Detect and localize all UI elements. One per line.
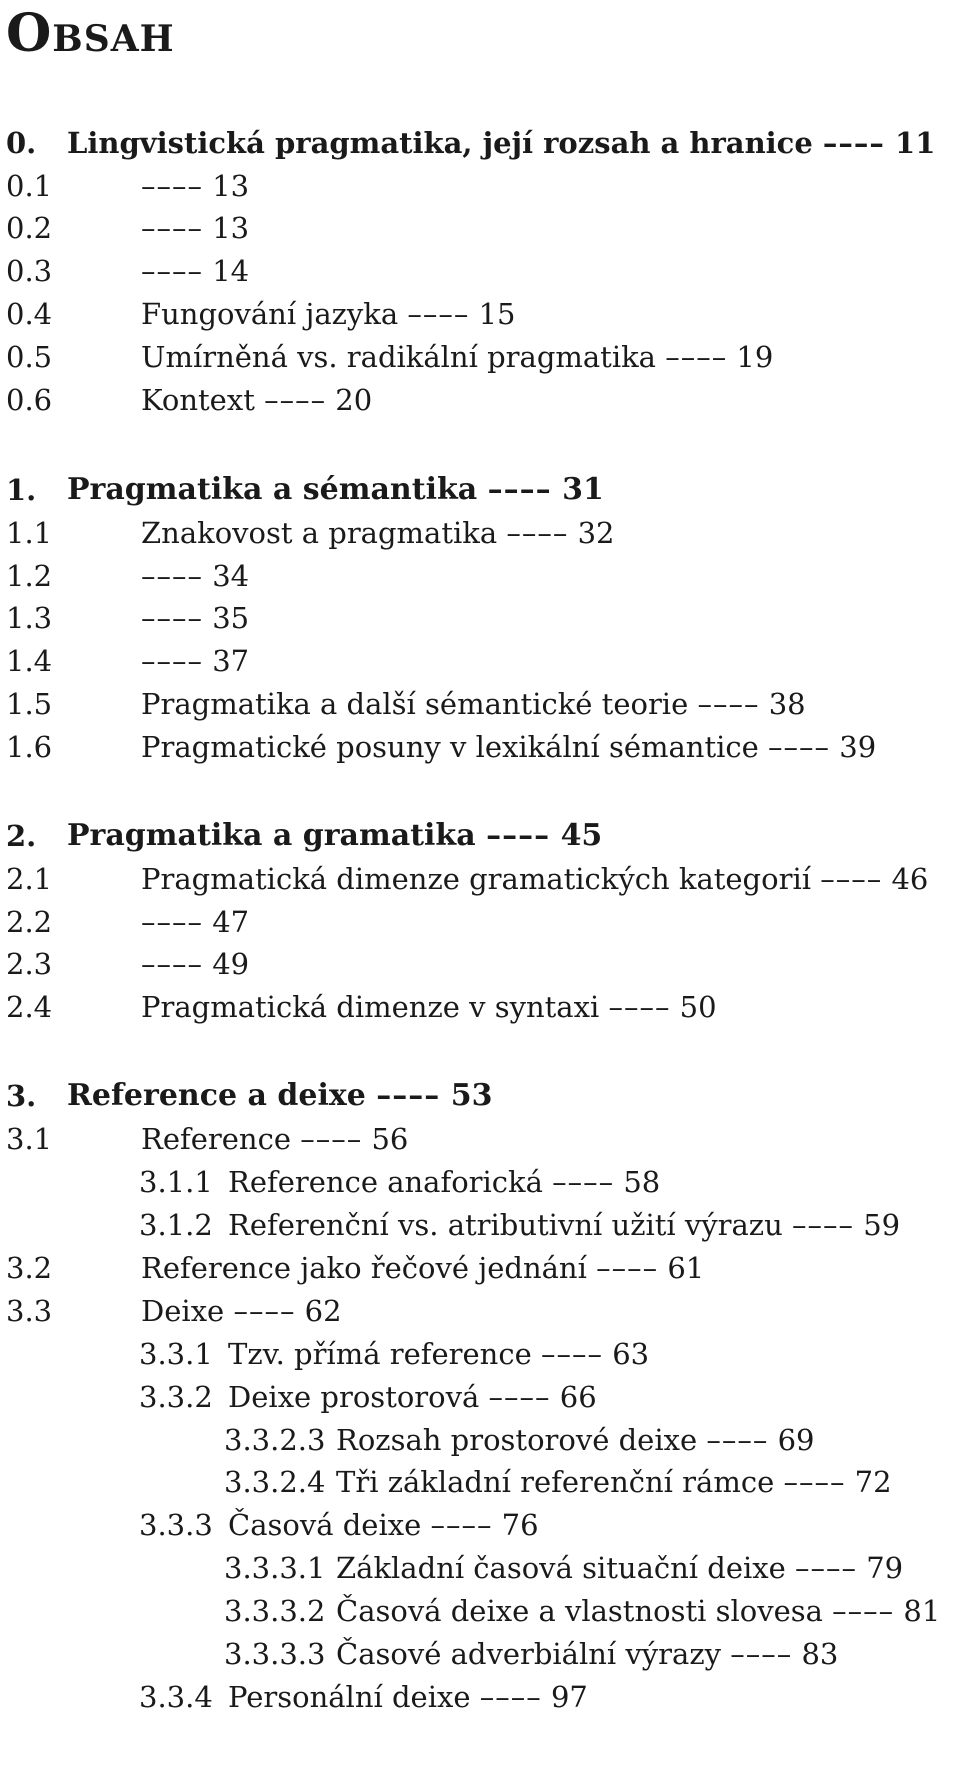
toc-page-number: 62 — [304, 1294, 342, 1328]
toc-entry[interactable] — [0, 1418, 950, 1462]
toc-entry[interactable] — [0, 1460, 950, 1504]
toc-leader: –––– — [486, 818, 551, 853]
toc-page-number: 20 — [335, 383, 373, 417]
toc-entry-title: Referenční vs. atributivní užití výrazu — [228, 1208, 783, 1242]
toc-entry-number: 2.3 — [6, 947, 53, 981]
toc-page-number: 13 — [212, 211, 250, 245]
toc-entry-number: 3.3.1 — [139, 1337, 213, 1371]
toc-page-number: 50 — [679, 990, 717, 1024]
toc-leader: –––– — [506, 516, 569, 550]
toc-leader: –––– — [479, 1680, 542, 1714]
toc-entry-title: Deixe — [141, 1294, 225, 1328]
toc-entry[interactable] — [0, 942, 950, 986]
toc-entry[interactable] — [0, 1246, 950, 1290]
toc-leader: –––– — [783, 1465, 846, 1499]
toc-leader: –––– — [596, 1251, 659, 1285]
toc-entry-number: 3.3.3 — [139, 1508, 213, 1542]
toc-entry-title: Fungování jazyka — [141, 297, 399, 331]
toc-entry-title: Časová deixe — [228, 1508, 422, 1542]
toc-leader: –––– — [552, 1165, 615, 1199]
toc-entry-number: 2.1 — [6, 862, 53, 896]
toc-entry-title: Deixe prostorová — [228, 1380, 480, 1414]
toc-entry[interactable] — [0, 900, 950, 944]
toc-entry[interactable] — [0, 596, 950, 640]
toc-leader: –––– — [141, 254, 203, 288]
toc-entry[interactable] — [0, 249, 950, 293]
toc-page-number: 31 — [562, 472, 604, 507]
toc-page-number: 34 — [212, 559, 250, 593]
toc-page-number: 66 — [559, 1380, 597, 1414]
toc-leader: –––– — [792, 1208, 854, 1242]
toc-entry-number: 3.3.3.1 — [224, 1551, 326, 1585]
toc-page-number: 11 — [895, 126, 936, 160]
toc-entry-number: 3.1 — [6, 1122, 53, 1156]
toc-page-number: 14 — [212, 254, 250, 288]
toc-entry[interactable] — [0, 1332, 950, 1376]
toc-leader: –––– — [141, 601, 203, 635]
toc-leader: –––– — [665, 340, 728, 374]
toc-entry-number: 3. — [6, 1079, 37, 1113]
toc-entry-title: Umírněná vs. radikální pragmatika — [141, 340, 656, 374]
toc-entry-number: 1.4 — [6, 644, 53, 678]
toc-entry-title: Reference jako řečové jednání — [141, 1251, 587, 1285]
toc-leader: –––– — [730, 1637, 793, 1671]
toc-entry-title: Časová deixe a vlastnosti slovesa — [336, 1594, 823, 1628]
toc-leader: –––– — [407, 297, 470, 331]
toc-page-number: 13 — [212, 169, 250, 203]
toc-entry-number: 1.3 — [6, 601, 53, 635]
toc-page-number: 37 — [212, 644, 250, 678]
toc-entry[interactable] — [0, 1589, 950, 1633]
toc-entry[interactable] — [0, 335, 950, 379]
toc-entry-number: 1.1 — [6, 516, 53, 550]
toc-page-number: 61 — [667, 1251, 705, 1285]
toc-leader: –––– — [141, 644, 203, 678]
toc-entry[interactable] — [0, 511, 950, 555]
toc-entry-number: 3.3.3.2 — [224, 1594, 326, 1628]
toc-entry-number: 3.3.2.4 — [224, 1465, 326, 1499]
toc-entry[interactable] — [0, 164, 950, 208]
toc-entry-number: 0.5 — [6, 340, 53, 374]
toc-entry-title: Kontext — [141, 383, 255, 417]
toc-page-number: 19 — [736, 340, 774, 374]
toc-entry-number: 0. — [6, 126, 37, 160]
toc-entry-number: 3.1.2 — [139, 1208, 213, 1242]
toc-entry-number: 3.1.1 — [139, 1165, 213, 1199]
toc-leader: –––– — [832, 1594, 895, 1628]
toc-page-number: 49 — [212, 947, 250, 981]
toc-entry[interactable] — [0, 1117, 950, 1161]
toc-entry-number: 0.6 — [6, 383, 53, 417]
toc-entry-number: 0.4 — [6, 297, 53, 331]
toc-entry[interactable] — [0, 1503, 950, 1547]
toc-entry[interactable] — [0, 857, 950, 901]
toc-leader: –––– — [820, 862, 883, 896]
toc-page-number: 72 — [854, 1465, 892, 1499]
toc-leader: –––– — [233, 1294, 296, 1328]
toc-leader: –––– — [822, 126, 885, 160]
toc-page-number: 39 — [839, 730, 877, 764]
toc-entry-number: 1.2 — [6, 559, 53, 593]
toc-page-number: 35 — [212, 601, 250, 635]
toc-entry-title: Rozsah prostorové deixe — [336, 1423, 698, 1457]
toc-page-number: 63 — [612, 1337, 650, 1371]
toc-entry[interactable] — [0, 1632, 950, 1676]
toc-entry[interactable] — [0, 1160, 950, 1204]
toc-entry-number: 3.3.3.3 — [224, 1637, 326, 1671]
toc-entry-title: Pragmatika a sémantika — [67, 472, 478, 507]
toc-page-number: 69 — [777, 1423, 815, 1457]
toc-entry-number: 3.2 — [6, 1251, 53, 1285]
toc-entry-number: 3.3.4 — [139, 1680, 213, 1714]
toc-page-number: 47 — [212, 905, 250, 939]
toc-entry-title: Pragmatika a gramatika — [67, 818, 476, 853]
toc-entry[interactable] — [0, 985, 950, 1029]
toc-page-number: 58 — [623, 1165, 661, 1199]
toc-entry[interactable] — [0, 1546, 950, 1590]
toc-page-number: 15 — [478, 297, 516, 331]
toc-entry-title: Personální deixe — [228, 1680, 471, 1714]
toc-entry[interactable] — [0, 554, 950, 598]
toc-entry-title: Pragmatická dimenze gramatických kategorií — [141, 862, 811, 896]
toc-page-number: 79 — [866, 1551, 904, 1585]
toc-page-number: 53 — [450, 1078, 493, 1113]
toc-leader: –––– — [300, 1122, 363, 1156]
toc-entry-number: 0.1 — [6, 169, 53, 203]
toc-leader: –––– — [264, 383, 327, 417]
toc-entry-title: Reference — [141, 1122, 291, 1156]
toc-entry-title: Pragmatická dimenze v syntaxi — [141, 990, 600, 1024]
toc-entry-number: 0.2 — [6, 211, 53, 245]
toc-entry[interactable] — [0, 1289, 950, 1333]
toc-entry[interactable] — [0, 206, 950, 250]
toc-entry-number: 3.3.2.3 — [224, 1423, 326, 1457]
toc-entry-title: Základní časová situační deixe — [336, 1551, 786, 1585]
toc-leader: –––– — [430, 1508, 493, 1542]
toc-entry[interactable] — [0, 682, 950, 726]
toc-entry-number: 3.3 — [6, 1294, 53, 1328]
toc-entry-title: Reference anaforická — [228, 1165, 543, 1199]
toc-entry[interactable] — [0, 1675, 950, 1719]
toc-leader: –––– — [487, 472, 552, 507]
toc-page-number: 45 — [560, 818, 603, 853]
toc-leader: –––– — [795, 1551, 858, 1585]
toc-leader: –––– — [608, 990, 671, 1024]
toc-page-number: 76 — [501, 1508, 539, 1542]
page-title: Obsah — [6, 3, 175, 64]
toc-entry-title: Tři základní referenční rámce — [336, 1465, 775, 1499]
toc-leader: –––– — [706, 1423, 769, 1457]
toc-entry-number: 0.3 — [6, 254, 53, 288]
toc-chapter[interactable] — [0, 121, 950, 165]
toc-entry-number: 2. — [6, 819, 37, 853]
toc-entry[interactable] — [0, 1375, 950, 1419]
toc-entry-number: 1. — [6, 473, 37, 507]
toc-leader: –––– — [376, 1078, 441, 1113]
toc-leader: –––– — [141, 211, 203, 245]
toc-entry-title: Reference a deixe — [67, 1078, 366, 1113]
toc-leader: –––– — [768, 730, 831, 764]
toc-leader: –––– — [141, 169, 203, 203]
toc-entry-title: Tzv. přímá reference — [228, 1337, 532, 1371]
toc-page-number: 81 — [903, 1594, 941, 1628]
toc-entry[interactable] — [0, 1203, 950, 1247]
toc-page-number: 38 — [768, 687, 806, 721]
toc-page-number: 46 — [891, 862, 929, 896]
toc-leader: –––– — [488, 1380, 551, 1414]
toc-leader: –––– — [141, 947, 203, 981]
toc-entry-number: 3.3.2 — [139, 1380, 213, 1414]
toc-entry-title: Pragmatika a další sémantické teorie — [141, 687, 689, 721]
toc-chapter[interactable] — [0, 814, 950, 858]
toc-page-number: 97 — [550, 1680, 588, 1714]
toc-entry[interactable] — [0, 378, 950, 422]
toc-entry-title: Časové adverbiální výrazy — [336, 1637, 722, 1671]
toc-entry-number: 2.2 — [6, 905, 53, 939]
toc-entry[interactable] — [0, 725, 950, 769]
toc-leader: –––– — [141, 905, 203, 939]
toc-entry-number: 2.4 — [6, 990, 53, 1024]
toc-leader: –––– — [141, 559, 203, 593]
toc-entry[interactable] — [0, 639, 950, 683]
toc-leader: –––– — [697, 687, 760, 721]
toc-entry-title: Znakovost a pragmatika — [141, 516, 498, 550]
toc-entry-title: Pragmatické posuny v lexikální sémantice — [141, 730, 759, 764]
toc-entry-number: 1.5 — [6, 687, 53, 721]
toc-chapter[interactable] — [0, 468, 950, 512]
toc-page-number: 56 — [371, 1122, 409, 1156]
toc-entry-number: 1.6 — [6, 730, 53, 764]
toc-page-number: 59 — [863, 1208, 901, 1242]
toc-entry-title: Lingvistická pragmatika, její rozsah a hranice — [67, 126, 813, 160]
toc-entry[interactable] — [0, 292, 950, 336]
toc-page-number: 83 — [801, 1637, 839, 1671]
toc-chapter[interactable] — [0, 1074, 950, 1118]
toc-leader: –––– — [540, 1337, 603, 1371]
toc-page-number: 32 — [577, 516, 615, 550]
